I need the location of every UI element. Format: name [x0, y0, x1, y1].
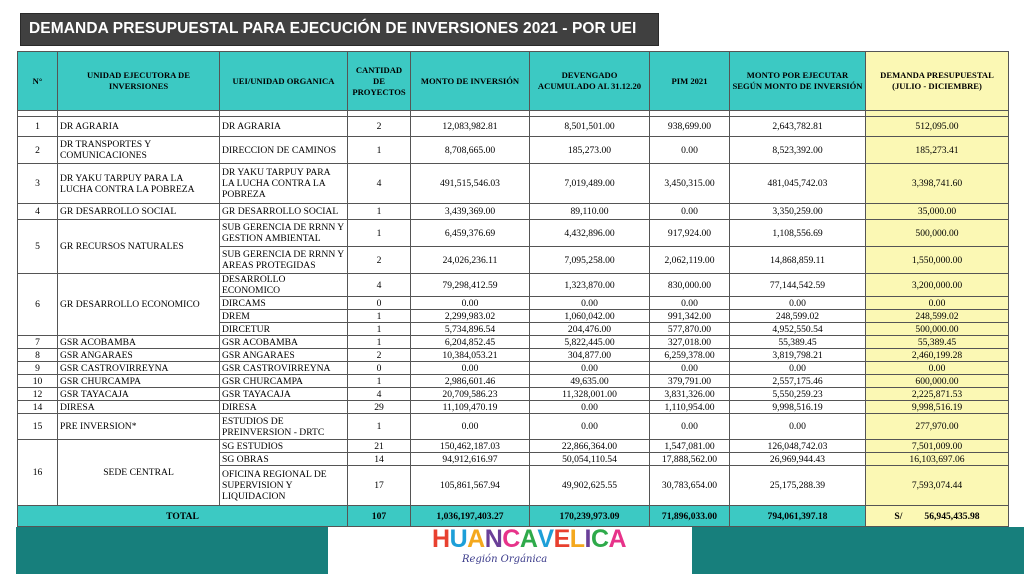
- cell-monto: 20,709,586.23: [411, 388, 530, 401]
- cell-uei: SUB GERENCIA DE RRNN Y GESTION AMBIENTAL: [220, 220, 348, 247]
- cell-unidad-ejecutora: GR DESARROLLO SOCIAL: [58, 204, 220, 220]
- cell-uei: DIRCETUR: [220, 323, 348, 336]
- cell-demanda: 55,389.45: [866, 336, 1009, 349]
- cell-num: 12: [18, 388, 58, 401]
- col-header-por-ejecutar: MONTO POR EJECUTAR SEGÚN MONTO DE INVERSIÓN: [730, 52, 866, 111]
- cell-monto: 2,986,601.46: [411, 375, 530, 388]
- table-row: [18, 117, 1009, 137]
- logo-letter: V: [537, 525, 554, 553]
- cell-pim: 830,000.00: [650, 274, 730, 297]
- cell-monto: 3,439,369.00: [411, 204, 530, 220]
- page-title: DEMANDA PRESUPUESTAL PARA EJECUCIÓN DE INVERSIONES 2021 - POR UEI: [29, 20, 637, 37]
- cell-num: 3: [18, 164, 58, 204]
- cell-demanda: 248,599.02: [866, 310, 1009, 323]
- cell-pim: 0.00: [650, 137, 730, 164]
- table-row: [18, 204, 1009, 220]
- cell-por-ejecutar: 14,868,859.11: [730, 247, 866, 274]
- cell-uei: DESARROLLO ECONOMICO: [220, 274, 348, 297]
- logo-letter: U: [449, 525, 468, 553]
- cell-monto: 0.00: [411, 414, 530, 440]
- logo-letter: C: [502, 525, 520, 553]
- logo-letter: A: [608, 525, 627, 553]
- cell-devengado: 1,323,870.00: [530, 274, 650, 297]
- cell-monto: 10,384,053.21: [411, 349, 530, 362]
- cell-cantidad: 2: [348, 349, 411, 362]
- cell-unidad-ejecutora: DR TRANSPORTES Y COMUNICACIONES: [58, 137, 220, 164]
- cell-uei: SUB GERENCIA DE RRNN Y AREAS PROTEGIDAS: [220, 247, 348, 274]
- cell-devengado: 204,476.00: [530, 323, 650, 336]
- cell-demanda: 0.00: [866, 297, 1009, 310]
- cell-unidad-ejecutora: GR RECURSOS NATURALES: [58, 220, 220, 274]
- col-header-pim: PIM 2021: [650, 52, 730, 111]
- cell-monto: 94,912,616.97: [411, 453, 530, 466]
- cell-monto: 491,515,546.03: [411, 164, 530, 204]
- cell-por-ejecutar: 481,045,742.03: [730, 164, 866, 204]
- cell-unidad-ejecutora: GSR ACOBAMBA: [58, 336, 220, 349]
- table-row: [18, 274, 1009, 297]
- cell-uei: GSR ANGARAES: [220, 349, 348, 362]
- cell-num: 2: [18, 137, 58, 164]
- logo-letter: A: [467, 525, 485, 553]
- cell-por-ejecutar: 4,952,550.54: [730, 323, 866, 336]
- cell-demanda: 3,200,000.00: [866, 274, 1009, 297]
- cell-por-ejecutar: 9,998,516.19: [730, 401, 866, 414]
- cell-demanda: 1,550,000.00: [866, 247, 1009, 274]
- cell-demanda: 3,398,741.60: [866, 164, 1009, 204]
- col-header-demanda: DEMANDA PRESUPUESTAL (JULIO - DICIEMBRE): [866, 52, 1009, 111]
- total-demanda-value: 56,945,435.98: [924, 510, 980, 522]
- cell-devengado: 50,054,110.54: [530, 453, 650, 466]
- cell-demanda: 2,460,199.28: [866, 349, 1009, 362]
- total-cantidad: 107: [348, 506, 411, 527]
- cell-monto: 6,459,376.69: [411, 220, 530, 247]
- cell-demanda: 277,970.00: [866, 414, 1009, 440]
- cell-monto: 0.00: [411, 362, 530, 375]
- cell-pim: 938,699.00: [650, 117, 730, 137]
- cell-devengado: 11,328,001.00: [530, 388, 650, 401]
- cell-unidad-ejecutora: SEDE CENTRAL: [58, 440, 220, 506]
- col-header-unidad-ejecutora: UNIDAD EJECUTORA DE INVERSIONES: [58, 52, 220, 111]
- cell-demanda: 500,000.00: [866, 323, 1009, 336]
- cell-devengado: 304,877.00: [530, 349, 650, 362]
- table-row: [18, 220, 1009, 247]
- cell-unidad-ejecutora: PRE INVERSION*: [58, 414, 220, 440]
- cell-devengado: 0.00: [530, 362, 650, 375]
- cell-demanda: 2,225,871.53: [866, 388, 1009, 401]
- col-header-uei: UEI/UNIDAD ORGANICA: [220, 52, 348, 111]
- logo-subtitle: Región Orgánica: [462, 554, 548, 565]
- cell-monto: 0.00: [411, 297, 530, 310]
- cell-devengado: 4,432,896.00: [530, 220, 650, 247]
- cell-devengado: 7,019,489.00: [530, 164, 650, 204]
- cell-devengado: 0.00: [530, 414, 650, 440]
- cell-devengado: 7,095,258.00: [530, 247, 650, 274]
- cell-pim: 327,018.00: [650, 336, 730, 349]
- cell-por-ejecutar: 25,175,288.39: [730, 466, 866, 506]
- cell-demanda: 35,000.00: [866, 204, 1009, 220]
- table-row: [18, 349, 1009, 362]
- cell-num: 7: [18, 336, 58, 349]
- cell-cantidad: 14: [348, 453, 411, 466]
- cell-pim: 3,831,326.00: [650, 388, 730, 401]
- cell-num: 6: [18, 274, 58, 336]
- cell-por-ejecutar: 3,350,259.00: [730, 204, 866, 220]
- cell-num: 4: [18, 204, 58, 220]
- cell-pim: 577,870.00: [650, 323, 730, 336]
- cell-por-ejecutar: 3,819,798.21: [730, 349, 866, 362]
- cell-por-ejecutar: 77,144,542.59: [730, 274, 866, 297]
- cell-monto: 12,083,982.81: [411, 117, 530, 137]
- total-por-ejecutar: 794,061,397.18: [730, 506, 866, 527]
- total-pim: 71,896,033.00: [650, 506, 730, 527]
- cell-por-ejecutar: 248,599.02: [730, 310, 866, 323]
- cell-uei: SG OBRAS: [220, 453, 348, 466]
- cell-cantidad: 2: [348, 247, 411, 274]
- logo-wordmark: [432, 524, 626, 554]
- cell-demanda: 512,095.00: [866, 117, 1009, 137]
- cell-num: 10: [18, 375, 58, 388]
- cell-cantidad: 1: [348, 310, 411, 323]
- cell-uei: DIRCAMS: [220, 297, 348, 310]
- logo-letter: L: [569, 525, 585, 553]
- cell-demanda: 185,273.41: [866, 137, 1009, 164]
- cell-demanda: 600,000.00: [866, 375, 1009, 388]
- cell-uei: ESTUDIOS DE PREINVERSION - DRTC: [220, 414, 348, 440]
- table-row: [18, 414, 1009, 440]
- budget-table: [17, 51, 1009, 527]
- col-header-monto: MONTO DE INVERSIÓN: [411, 52, 530, 111]
- cell-num: 5: [18, 220, 58, 274]
- currency-symbol: S/: [894, 510, 903, 522]
- cell-devengado: 185,273.00: [530, 137, 650, 164]
- cell-por-ejecutar: 5,550,259.23: [730, 388, 866, 401]
- logo-letter: H: [432, 525, 450, 553]
- cell-devengado: 0.00: [530, 401, 650, 414]
- cell-cantidad: 1: [348, 137, 411, 164]
- cell-cantidad: 1: [348, 336, 411, 349]
- table-row: [18, 336, 1009, 349]
- footer-bar-left: [16, 527, 328, 574]
- cell-monto: 8,708,665.00: [411, 137, 530, 164]
- cell-uei: DR YAKU TARPUY PARA LA LUCHA CONTRA LA POBREZA: [220, 164, 348, 204]
- cell-uei: SG ESTUDIOS: [220, 440, 348, 453]
- cell-por-ejecutar: 2,557,175.46: [730, 375, 866, 388]
- logo-letter: N: [484, 525, 503, 553]
- cell-por-ejecutar: 26,969,944.43: [730, 453, 866, 466]
- table-row: [18, 137, 1009, 164]
- total-demanda: [866, 506, 1009, 527]
- cell-uei: DREM: [220, 310, 348, 323]
- cell-cantidad: 29: [348, 401, 411, 414]
- cell-devengado: 5,822,445.00: [530, 336, 650, 349]
- cell-pim: 991,342.00: [650, 310, 730, 323]
- cell-pim: 30,783,654.00: [650, 466, 730, 506]
- footer-bar-right: [692, 527, 1024, 574]
- cell-cantidad: 1: [348, 414, 411, 440]
- cell-cantidad: 4: [348, 274, 411, 297]
- cell-demanda: 7,501,009.00: [866, 440, 1009, 453]
- cell-monto: 79,298,412.59: [411, 274, 530, 297]
- cell-pim: 379,791.00: [650, 375, 730, 388]
- cell-pim: 17,888,562.00: [650, 453, 730, 466]
- cell-unidad-ejecutora: GSR ANGARAES: [58, 349, 220, 362]
- table-row: [18, 440, 1009, 453]
- cell-demanda: 0.00: [866, 362, 1009, 375]
- cell-unidad-ejecutora: DR YAKU TARPUY PARA LA LUCHA CONTRA LA POBREZA: [58, 164, 220, 204]
- cell-cantidad: 2: [348, 117, 411, 137]
- cell-num: 1: [18, 117, 58, 137]
- cell-num: 14: [18, 401, 58, 414]
- cell-pim: 0.00: [650, 297, 730, 310]
- cell-num: 8: [18, 349, 58, 362]
- logo-letter: C: [590, 525, 609, 553]
- logo-letter: I: [584, 525, 591, 553]
- cell-uei: DIRECCION DE CAMINOS: [220, 137, 348, 164]
- cell-monto: 105,861,567.94: [411, 466, 530, 506]
- table-row: [18, 375, 1009, 388]
- cell-por-ejecutar: 0.00: [730, 362, 866, 375]
- cell-demanda: 9,998,516.19: [866, 401, 1009, 414]
- cell-demanda: 500,000.00: [866, 220, 1009, 247]
- title-bar: [20, 13, 659, 46]
- cell-devengado: 0.00: [530, 297, 650, 310]
- cell-devengado: 49,902,625.55: [530, 466, 650, 506]
- cell-cantidad: 4: [348, 388, 411, 401]
- cell-uei: DR AGRARIA: [220, 117, 348, 137]
- cell-monto: 5,734,896.54: [411, 323, 530, 336]
- cell-uei: GSR CASTROVIRREYNA: [220, 362, 348, 375]
- cell-devengado: 1,060,042.00: [530, 310, 650, 323]
- cell-uei: GSR ACOBAMBA: [220, 336, 348, 349]
- cell-por-ejecutar: 2,643,782.81: [730, 117, 866, 137]
- cell-unidad-ejecutora: GR DESARROLLO ECONOMICO: [58, 274, 220, 336]
- col-header-num: N°: [18, 52, 58, 111]
- cell-pim: 917,924.00: [650, 220, 730, 247]
- total-label: TOTAL: [18, 506, 348, 527]
- cell-cantidad: 21: [348, 440, 411, 453]
- cell-por-ejecutar: 8,523,392.00: [730, 137, 866, 164]
- table-row: [18, 388, 1009, 401]
- cell-pim: 2,062,119.00: [650, 247, 730, 274]
- cell-cantidad: 1: [348, 323, 411, 336]
- cell-monto: 11,109,470.19: [411, 401, 530, 414]
- logo-letter: A: [519, 525, 538, 553]
- cell-cantidad: 1: [348, 204, 411, 220]
- cell-pim: 3,450,315.00: [650, 164, 730, 204]
- cell-num: 15: [18, 414, 58, 440]
- cell-por-ejecutar: 55,389.45: [730, 336, 866, 349]
- huancavelica-logo: [432, 524, 627, 572]
- cell-por-ejecutar: 126,048,742.03: [730, 440, 866, 453]
- cell-monto: 24,026,236.11: [411, 247, 530, 274]
- cell-uei: GSR CHURCAMPA: [220, 375, 348, 388]
- logo-letter: E: [553, 525, 570, 553]
- cell-num: 9: [18, 362, 58, 375]
- cell-monto: 150,462,187.03: [411, 440, 530, 453]
- cell-devengado: 89,110.00: [530, 204, 650, 220]
- cell-por-ejecutar: 0.00: [730, 414, 866, 440]
- cell-pim: 0.00: [650, 204, 730, 220]
- col-header-cantidad: CANTIDAD DE PROYECTOS: [348, 52, 411, 111]
- cell-cantidad: 0: [348, 362, 411, 375]
- cell-pim: 0.00: [650, 414, 730, 440]
- cell-unidad-ejecutora: DIRESA: [58, 401, 220, 414]
- col-header-devengado: DEVENGADO ACUMULADO AL 31.12.20: [530, 52, 650, 111]
- table-row: [18, 164, 1009, 204]
- table-row: [18, 362, 1009, 375]
- cell-cantidad: 1: [348, 375, 411, 388]
- total-monto: 1,036,197,403.27: [411, 506, 530, 527]
- cell-devengado: 49,635.00: [530, 375, 650, 388]
- cell-devengado: 8,501,501.00: [530, 117, 650, 137]
- cell-pim: 0.00: [650, 362, 730, 375]
- cell-monto: 6,204,852.45: [411, 336, 530, 349]
- cell-cantidad: 17: [348, 466, 411, 506]
- cell-pim: 6,259,378.00: [650, 349, 730, 362]
- cell-cantidad: 4: [348, 164, 411, 204]
- cell-cantidad: 1: [348, 220, 411, 247]
- cell-por-ejecutar: 0.00: [730, 297, 866, 310]
- cell-monto: 2,299,983.02: [411, 310, 530, 323]
- total-devengado: 170,239,973.09: [530, 506, 650, 527]
- cell-devengado: 22,866,364.00: [530, 440, 650, 453]
- cell-pim: 1,547,081.00: [650, 440, 730, 453]
- cell-unidad-ejecutora: DR AGRARIA: [58, 117, 220, 137]
- cell-pim: 1,110,954.00: [650, 401, 730, 414]
- table-row: [18, 401, 1009, 414]
- cell-unidad-ejecutora: GSR TAYACAJA: [58, 388, 220, 401]
- cell-cantidad: 0: [348, 297, 411, 310]
- cell-num: 16: [18, 440, 58, 506]
- cell-por-ejecutar: 1,108,556.69: [730, 220, 866, 247]
- cell-uei: GR DESARROLLO SOCIAL: [220, 204, 348, 220]
- cell-demanda: 16,103,697.06: [866, 453, 1009, 466]
- cell-uei: GSR TAYACAJA: [220, 388, 348, 401]
- cell-uei: DIRESA: [220, 401, 348, 414]
- cell-unidad-ejecutora: GSR CASTROVIRREYNA: [58, 362, 220, 375]
- cell-unidad-ejecutora: GSR CHURCAMPA: [58, 375, 220, 388]
- table-header-row: [18, 52, 1009, 111]
- cell-uei: OFICINA REGIONAL DE SUPERVISION Y LIQUIDACION: [220, 466, 348, 506]
- cell-demanda: 7,593,074.44: [866, 466, 1009, 506]
